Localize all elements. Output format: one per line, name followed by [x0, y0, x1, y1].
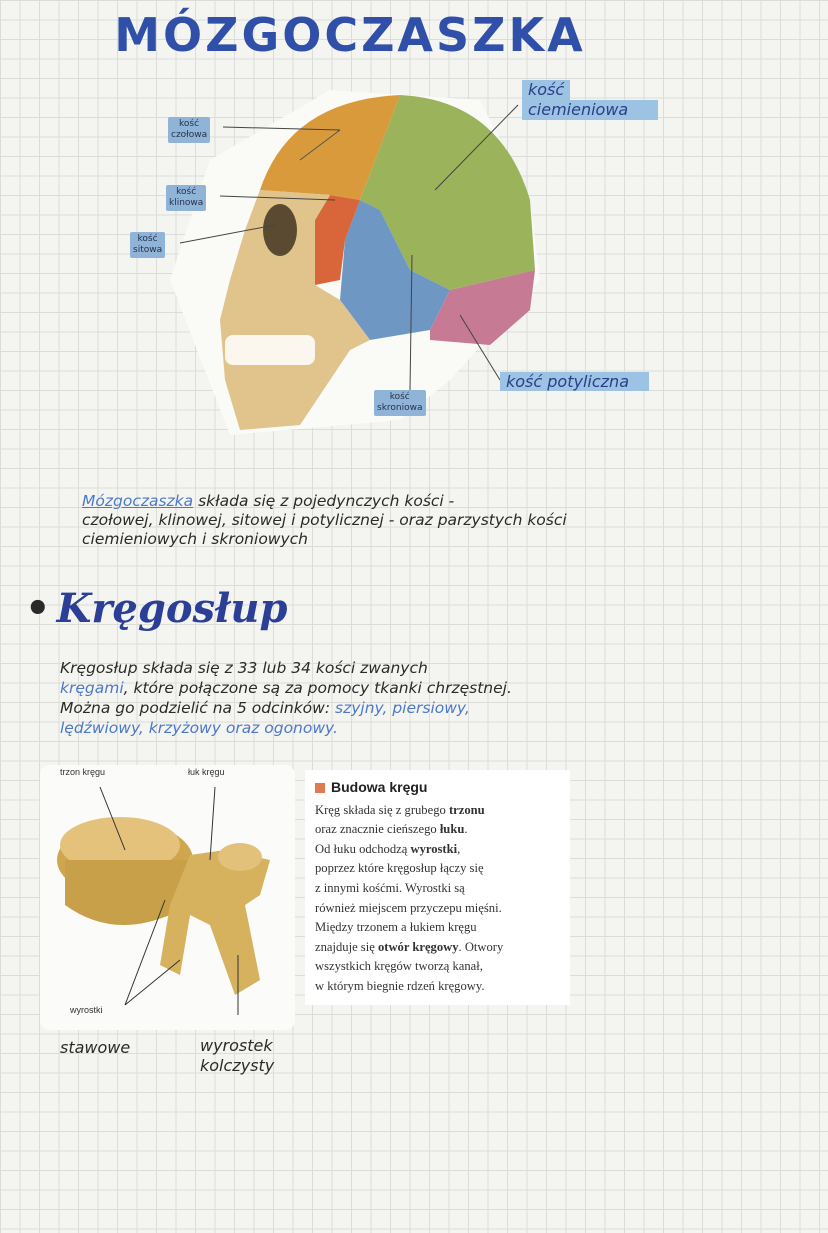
text: również miejscem przyczepu mięśni. — [315, 900, 502, 915]
text-line: ciemieniowych i skroniowych — [82, 530, 308, 548]
vertebra-image — [40, 765, 295, 1030]
label-line: kość — [176, 187, 197, 197]
info-line — [315, 899, 560, 919]
info-line — [315, 938, 560, 958]
section-heading — [25, 585, 287, 632]
label-vertebral-arch: łuk kręgu — [188, 767, 225, 777]
label-line: sitowa — [133, 245, 163, 255]
label-temporal-bone — [374, 390, 426, 416]
text: Od łuku odchodzą — [315, 841, 411, 856]
text-line: , które połączone są za pomocy tkanki chrzęstnej. — [123, 679, 512, 697]
text-line: Można go podzielić na 5 odcinków: — [60, 699, 335, 717]
text-line: szyjny, piersiowy, — [335, 699, 470, 717]
label-sphenoid-bone — [166, 185, 206, 211]
bold-term: wyrostki — [410, 841, 458, 856]
text: oraz znacznie cieńszego — [315, 822, 440, 837]
skull-description — [82, 492, 702, 549]
text: z innymi kośćmi. Wyrostki są — [315, 880, 465, 895]
info-line — [315, 957, 560, 977]
hand-label-articular: stawowe — [60, 1038, 131, 1057]
label-vertebral-body: trzon kręgu — [60, 767, 106, 777]
hand-label-spinous — [200, 1036, 274, 1076]
label-line: ciemieniowa — [522, 100, 658, 120]
info-line — [315, 879, 560, 899]
title-text: Budowa kręgu — [331, 779, 428, 795]
label-parietal-bone — [522, 80, 658, 120]
info-line — [315, 859, 560, 879]
text: Między trzonem a łukiem kręgu — [315, 920, 477, 935]
heading-text: Kręgosłup — [56, 585, 288, 632]
text: poprzez które kręgosłup łączy się — [315, 861, 484, 876]
text-line: czołowej, klinowej, sitowej i potylicznej - oraz parzystych kości — [82, 511, 567, 529]
label-line: klinowa — [169, 198, 204, 208]
text-line: składa się z pojedynczych kości - — [193, 492, 455, 510]
info-box-title — [315, 778, 560, 798]
bold-term: otwór kręgowy — [377, 939, 459, 954]
info-line — [315, 840, 560, 860]
bullet: • — [25, 585, 51, 632]
label-ethmoid-bone — [130, 232, 165, 258]
spine-description — [60, 658, 660, 738]
text: Kręg składa się z grubego — [315, 802, 449, 817]
bold-term: łuku — [439, 822, 465, 837]
info-line — [315, 977, 560, 997]
label-line: kość — [137, 234, 158, 244]
square-bullet-icon — [315, 783, 325, 793]
text-line: Kręgosłup składa się z 33 lub 34 kości zwanych — [60, 659, 428, 677]
text: wszystkich kręgów tworzą kanał, — [315, 959, 483, 974]
text-line: lędźwiowy, krzyżowy oraz ogonowy. — [60, 719, 338, 737]
text: w którym biegnie rdzeń kręgowy. — [315, 978, 485, 993]
vertebra-illustration — [40, 765, 295, 1030]
info-line — [315, 820, 560, 840]
label-processes: wyrostki — [70, 1005, 103, 1015]
bold-term: trzonu — [448, 802, 485, 817]
info-box-body — [315, 801, 560, 997]
info-line — [315, 801, 560, 821]
text-line: kolczysty — [200, 1056, 275, 1075]
text: . — [464, 822, 468, 837]
label-line: kość — [389, 392, 410, 402]
text: , — [457, 841, 461, 856]
term-kregami: kręgami — [60, 679, 124, 697]
text: . Otwory — [458, 939, 504, 954]
label-line: kość — [179, 119, 200, 129]
info-line — [315, 918, 560, 938]
label-line: czołowa — [171, 130, 208, 140]
label-line: kość — [522, 80, 570, 100]
page-title: MÓZGOCZASZKA — [114, 8, 586, 62]
label-frontal-bone — [168, 117, 210, 143]
text: znajduje się — [315, 939, 378, 954]
label-occipital-bone: kość potyliczna — [500, 372, 649, 391]
info-box — [305, 770, 570, 1005]
term-mozgoczaszka: Mózgoczaszka — [82, 492, 194, 510]
text-line: wyrostek — [200, 1036, 273, 1055]
label-line: skroniowa — [377, 403, 423, 413]
